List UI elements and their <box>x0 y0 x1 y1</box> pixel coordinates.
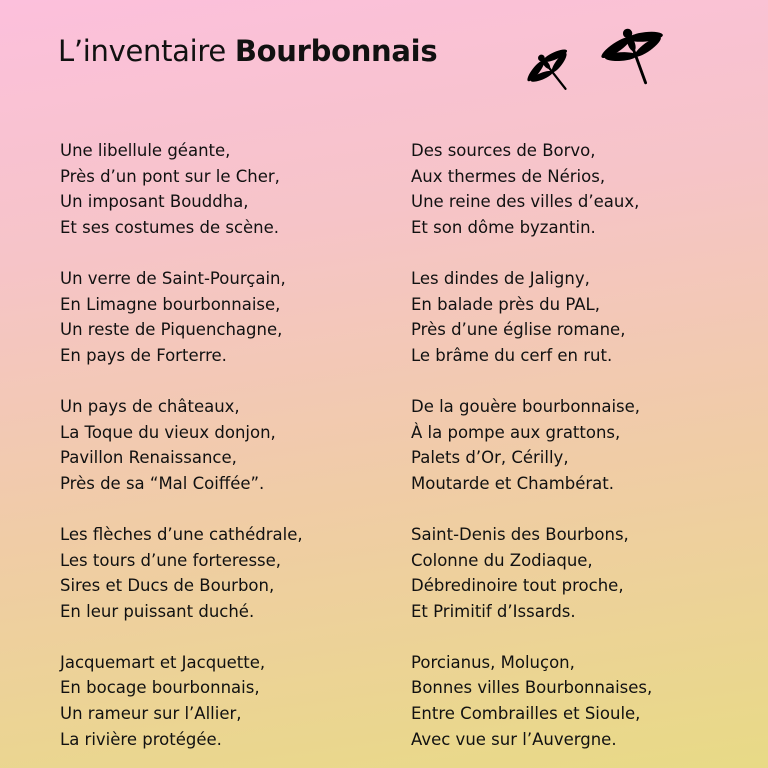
stanza <box>411 138 751 240</box>
dragonfly-icon <box>598 10 670 92</box>
page-title <box>58 34 437 68</box>
poem-line: En leur puissant duché. <box>60 601 255 621</box>
title-regular: L’inventaire <box>58 34 226 68</box>
poem-line: Bonnes villes Bourbonnaises, <box>411 678 653 698</box>
stanza <box>60 266 400 368</box>
dragonfly-icon <box>522 38 578 100</box>
poem-line: Saint-Denis des Bourbons, <box>411 524 629 544</box>
poem-line: De la gouère bourbonnaise, <box>411 396 641 416</box>
poem-line: Près de sa “Mal Coiffée”. <box>60 473 265 493</box>
poem-line: Une reine des villes d’eaux, <box>411 192 640 212</box>
poem-line: Porcianus, Moluçon, <box>411 652 575 672</box>
stanza <box>60 138 400 240</box>
poem-column-left <box>60 138 400 752</box>
poem-line: En balade près du PAL, <box>411 294 600 314</box>
poem-column-right <box>411 138 751 752</box>
stanza <box>411 266 751 368</box>
poem-line: Sires et Ducs de Bourbon, <box>60 576 275 596</box>
stanza <box>411 394 751 496</box>
poem-line: Près d’une église romane, <box>411 320 626 340</box>
poem-line: Un imposant Bouddha, <box>60 192 249 212</box>
stanza <box>60 394 400 496</box>
poem-line: Les dindes de Jaligny, <box>411 268 590 288</box>
poem-line: Et ses costumes de scène. <box>60 217 280 237</box>
poem-line: La Toque du vieux donjon, <box>60 422 276 442</box>
poem-line: Un rameur sur l’Allier, <box>60 704 242 724</box>
poem-line: En pays de Forterre. <box>60 345 227 365</box>
poem-line: Les flèches d’une cathédrale, <box>60 524 303 544</box>
poem-line: En bocage bourbonnais, <box>60 678 260 698</box>
poem-line: Aux thermes de Nérios, <box>411 166 606 186</box>
poem-line: Le brâme du cerf en rut. <box>411 345 613 365</box>
poem-line: Un verre de Saint-Pourçain, <box>60 268 286 288</box>
poem-line: À la pompe aux grattons, <box>411 422 621 442</box>
poem-line: Les tours d’une forteresse, <box>60 550 282 570</box>
poem-line: La rivière protégée. <box>60 729 222 749</box>
poem-line: Et Primitif d’Issards. <box>411 601 576 621</box>
poem-line: Jacquemart et Jacquette, <box>60 652 266 672</box>
poem-line: Avec vue sur l’Auvergne. <box>411 729 617 749</box>
poem-line: Colonne du Zodiaque, <box>411 550 593 570</box>
stanza <box>411 650 751 752</box>
poem-line: Un pays de châteaux, <box>60 396 240 416</box>
poem-line: Moutarde et Chambérat. <box>411 473 614 493</box>
poem-line: Des sources de Borvo, <box>411 141 596 160</box>
poem-line: Entre Combrailles et Sioule, <box>411 704 641 724</box>
poem-line: Et son dôme byzantin. <box>411 217 596 237</box>
stanza <box>60 522 400 624</box>
poem-line: En Limagne bourbonnaise, <box>60 294 281 314</box>
poem-line: Débredinoire tout proche, <box>411 576 624 596</box>
poem-line: Une libellule géante, <box>60 141 231 160</box>
poem-line: Près d’un pont sur le Cher, <box>60 166 280 186</box>
stanza <box>411 522 751 624</box>
stanza <box>60 650 400 752</box>
poem-line: Palets d’Or, Cérilly, <box>411 448 569 468</box>
poem-line: Un reste de Piquenchagne, <box>60 320 283 340</box>
poem-line: Pavillon Renaissance, <box>60 448 237 468</box>
title-bold: Bourbonnais <box>234 34 438 68</box>
